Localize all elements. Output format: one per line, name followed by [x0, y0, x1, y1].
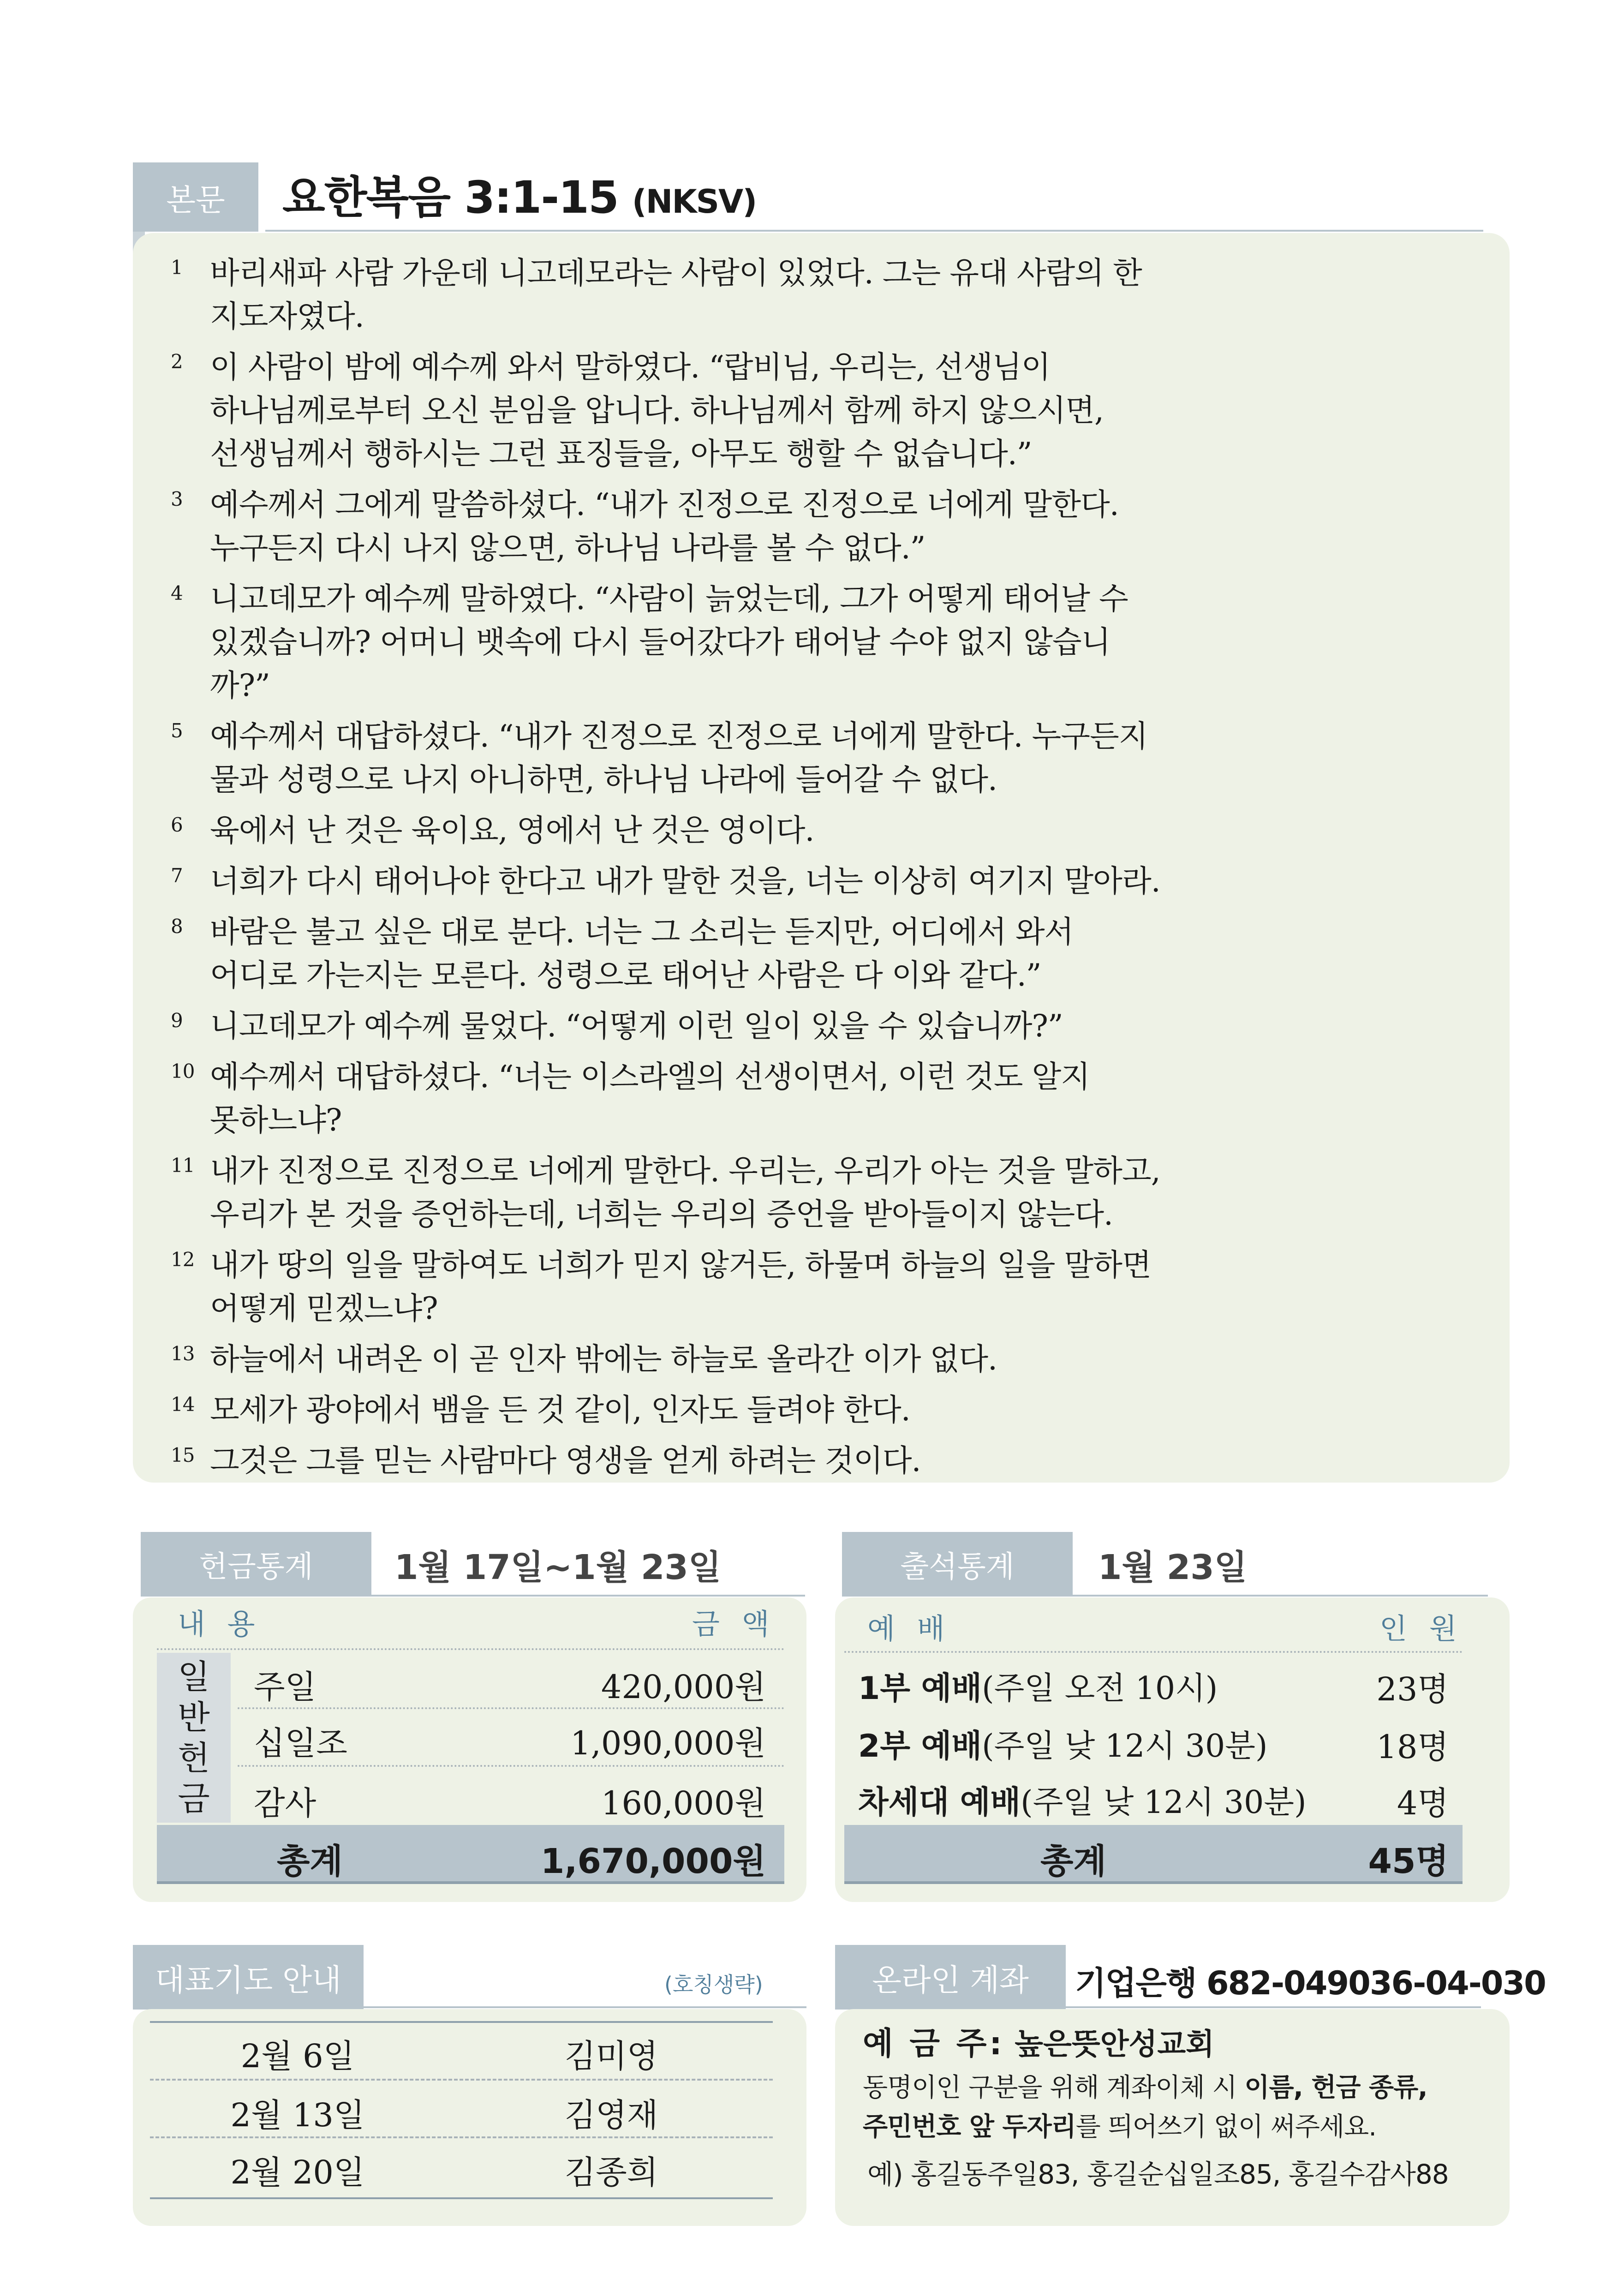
attendance-row-count: 18명: [1376, 1728, 1449, 1766]
verse: [171, 1244, 1167, 1330]
verse: [171, 1388, 1167, 1432]
account-notice-line-2: [863, 2106, 1376, 2143]
verse-number: 1: [171, 256, 183, 279]
verse: [171, 715, 1167, 802]
scripture-title-rule: [265, 230, 1483, 232]
verse: [171, 809, 1167, 852]
account-holder-label: 예 금 주:: [863, 2026, 1005, 2062]
scripture-title: [282, 162, 756, 226]
offering-category-label: [157, 1657, 231, 1819]
verse: [171, 1005, 1167, 1048]
prayer-row-divider: [150, 2079, 773, 2081]
prayer-row-divider: [150, 2136, 773, 2138]
verse-line: 모세가 광야에서 뱀을 든 것 같이, 인자도 들려야 한다.: [210, 1392, 910, 1428]
verse-line: 바람은 불고 싶은 대로 분다. 너는 그 소리는 듣지만, 어디에서 와서: [210, 914, 1074, 950]
verse-line: 못하느냐?: [210, 1102, 342, 1138]
verse-line: 니고데모가 예수께 말하였다. “사람이 늙었는데, 그가 어떻게 태어날 수: [210, 581, 1128, 616]
verse-number: 8: [171, 915, 183, 938]
verse-line: 있겠습니까? 어머니 뱃속에 다시 들어갔다가 태어날 수야 없지 않습니까?”: [210, 624, 1111, 703]
prayer-tab: [133, 1945, 364, 2010]
verse: [171, 860, 1167, 903]
attendance-row-label: [858, 1777, 1307, 1822]
verse-line: 내가 진정으로 진정으로 너에게 말한다. 우리는, 우리가 아는 것을 말하고,: [210, 1153, 1160, 1189]
verse: [171, 483, 1167, 570]
attendance-col-count: 인 원: [1379, 1612, 1463, 1645]
prayer-tab-label: 대표기도 안내: [155, 1962, 341, 1998]
account-notice-line-1: [863, 2067, 1427, 2104]
offering-title-rule: [371, 1595, 805, 1597]
offering-row-label: 주일: [254, 1668, 316, 1706]
attendance-service-name: 차세대 예배: [858, 1784, 1021, 1821]
account-bank-info: 기업은행 682-049036-04-030: [1075, 1964, 1546, 2002]
verse-number: 12: [171, 1248, 195, 1271]
verse-line: 지도자였다.: [210, 299, 364, 334]
offering-total-label: 총계: [277, 1842, 343, 1881]
account-notice-text: 동명이인 구분을 위해 계좌이체 시: [863, 2073, 1245, 2103]
offering-row-amount: 420,000원: [601, 1668, 766, 1706]
offering-row-label: 십일조: [254, 1724, 347, 1762]
verse-line: 어디로 가는지는 모른다. 성령으로 태어난 사람은 다 이와 같다.”: [210, 957, 1041, 993]
attendance-service-time: (주일 낮 12시 30분): [1021, 1784, 1307, 1821]
prayer-date: 2월 6일: [240, 2037, 355, 2075]
prayer-name: 김영재: [564, 2096, 658, 2134]
account-notice-emphasis: 주민번호 앞 두자리: [863, 2112, 1076, 2142]
verse-line: 누구든지 다시 나지 않으면, 하나님 나라를 볼 수 없다.”: [210, 530, 925, 566]
verse-line: 니고데모가 예수께 물었다. “어떻게 이런 일이 있을 수 있습니까?”: [210, 1008, 1063, 1044]
attendance-service-time: (주일 낮 12시 30분): [982, 1728, 1268, 1765]
scripture-version: (NKSV): [632, 183, 757, 221]
attendance-row-label: [858, 1663, 1218, 1708]
offering-col-content: 내 용: [178, 1607, 262, 1641]
attendance-service-name: 1부 예배: [858, 1670, 982, 1707]
prayer-bottom-rule: [150, 2197, 773, 2199]
attendance-date: 1월 23일: [1098, 1548, 1248, 1587]
attendance-total-count: 45명: [1368, 1842, 1449, 1881]
prayer-name: 김종희: [564, 2153, 658, 2191]
attendance-service-time: (주일 오전 10시): [982, 1670, 1218, 1707]
verse-number: 11: [171, 1154, 195, 1177]
attendance-tab-label: 출석통계: [900, 1550, 1015, 1584]
attendance-service-name: 2부 예배: [858, 1728, 982, 1765]
offering-row-divider: [238, 1707, 784, 1709]
verse-line: 어떻게 믿겠느냐?: [210, 1291, 438, 1326]
prayer-date: 2월 20일: [230, 2153, 365, 2191]
verse-line: 너희가 다시 태어나야 한다고 내가 말한 것을, 너는 이상히 여기지 말아라.: [210, 863, 1160, 899]
account-notice-emphasis: 이름, 헌금 종류,: [1244, 2073, 1427, 2103]
account-notice-text: 를 띄어쓰기 없이 써주세요.: [1075, 2112, 1377, 2142]
verse: [171, 910, 1167, 997]
prayer-note: (호칭생략): [664, 1972, 763, 1997]
prayer-title-rule: [364, 2006, 806, 2008]
prayer-date: 2월 13일: [230, 2096, 365, 2134]
scripture-tab: [133, 162, 258, 232]
verse-line: 우리가 본 것을 증언하는데, 너희는 우리의 증언을 받아들이지 않는다.: [210, 1196, 1113, 1232]
verse-line: 내가 땅의 일을 말하여도 너희가 믿지 않거든, 하물며 하늘의 일을 말하면: [210, 1247, 1151, 1283]
verse-line: 하나님께로부터 오신 분임을 압니다. 하나님께서 함께 하지 않으시면,: [210, 393, 1104, 428]
verse-line: 예수께서 그에게 말씀하셨다. “내가 진정으로 진정으로 너에게 말한다.: [210, 487, 1119, 522]
offering-category-text: 일반헌금: [178, 1657, 210, 1818]
verse-number: 14: [171, 1393, 195, 1416]
offering-row-label: 감사: [254, 1784, 316, 1822]
scripture-tab-label: 본문: [166, 182, 225, 218]
verse: [171, 346, 1167, 476]
verse: [171, 1055, 1167, 1142]
scripture-reference: 요한복음 3:1-15: [282, 172, 618, 223]
verse: [171, 1338, 1167, 1381]
verse-number: 2: [171, 350, 183, 373]
offering-period: 1월 17일~1월 23일: [394, 1548, 722, 1587]
account-title-rule: [1066, 2006, 1481, 2008]
verse-line: 하늘에서 내려온 이 곧 인자 밖에는 하늘로 올라간 이가 없다.: [210, 1341, 997, 1377]
verse-number: 10: [171, 1060, 195, 1083]
verse-line: 물과 성령으로 나지 아니하면, 하나님 나라에 들어갈 수 없다.: [210, 762, 997, 797]
verse: [171, 1149, 1167, 1236]
verse-number: 13: [171, 1342, 195, 1365]
attendance-title-rule: [1073, 1595, 1488, 1597]
prayer-top-rule: [150, 2021, 773, 2023]
attendance-row-count: 4명: [1397, 1784, 1449, 1822]
verse-line: 육에서 난 것은 육이요, 영에서 난 것은 영이다.: [210, 813, 814, 848]
verse-number: 6: [171, 814, 183, 836]
offering-tab-label: 헌금통계: [199, 1550, 313, 1584]
verse-line: 이 사람이 밤에 예수께 와서 말하였다. “랍비님, 우리는, 선생님이: [210, 349, 1051, 385]
attendance-col-service: 예 배: [867, 1612, 951, 1645]
verse-number: 9: [171, 1009, 183, 1032]
account-tab: [835, 1945, 1066, 2010]
verse-line: 바리새파 사람 가운데 니고데모라는 사람이 있었다. 그는 유대 사람의 한: [210, 255, 1142, 291]
offering-col-amount: 금 액: [692, 1607, 776, 1641]
attendance-header-divider: [844, 1651, 1463, 1653]
verse-number: 15: [171, 1444, 195, 1466]
account-holder: [863, 2019, 1214, 2064]
account-example: 예) 홍길동주일83, 홍길순십일조85, 홍길수감사88: [867, 2159, 1449, 2190]
verse: [171, 1439, 1167, 1483]
verse: [171, 251, 1167, 338]
verse: [171, 577, 1167, 707]
offering-row-divider: [238, 1765, 784, 1767]
offering-total-amount: 1,670,000원: [540, 1842, 766, 1881]
attendance-row-label: [858, 1721, 1267, 1766]
offering-header-divider: [157, 1648, 784, 1650]
offering-row-amount: 1,090,000원: [570, 1724, 766, 1762]
attendance-tab: [842, 1532, 1073, 1597]
attendance-row-count: 23명: [1376, 1670, 1449, 1708]
prayer-name: 김미영: [564, 2037, 658, 2075]
verse-list: [171, 251, 1167, 1490]
verse-number: 5: [171, 719, 183, 742]
offering-row-amount: 160,000원: [601, 1784, 766, 1822]
verse-line: 예수께서 대답하셨다. “내가 진정으로 진정으로 너에게 말한다. 누구든지: [210, 718, 1148, 754]
attendance-total-label: 총계: [1040, 1842, 1106, 1881]
verse-number: 4: [171, 582, 183, 604]
account-tab-label: 온라인 계좌: [872, 1962, 1029, 1998]
offering-tab: [141, 1532, 371, 1597]
verse-line: 선생님께서 행하시는 그런 표징들을, 아무도 행할 수 없습니다.”: [210, 436, 1032, 472]
verse-number: 3: [171, 488, 183, 510]
verse-line: 예수께서 대답하셨다. “너는 이스라엘의 선생이면서, 이런 것도 알지: [210, 1059, 1090, 1095]
verse-line: 그것은 그를 믿는 사람마다 영생을 얻게 하려는 것이다.: [210, 1443, 921, 1478]
verse-number: 7: [171, 864, 183, 887]
account-holder-name: 높은뜻안성교회: [1015, 2028, 1215, 2062]
